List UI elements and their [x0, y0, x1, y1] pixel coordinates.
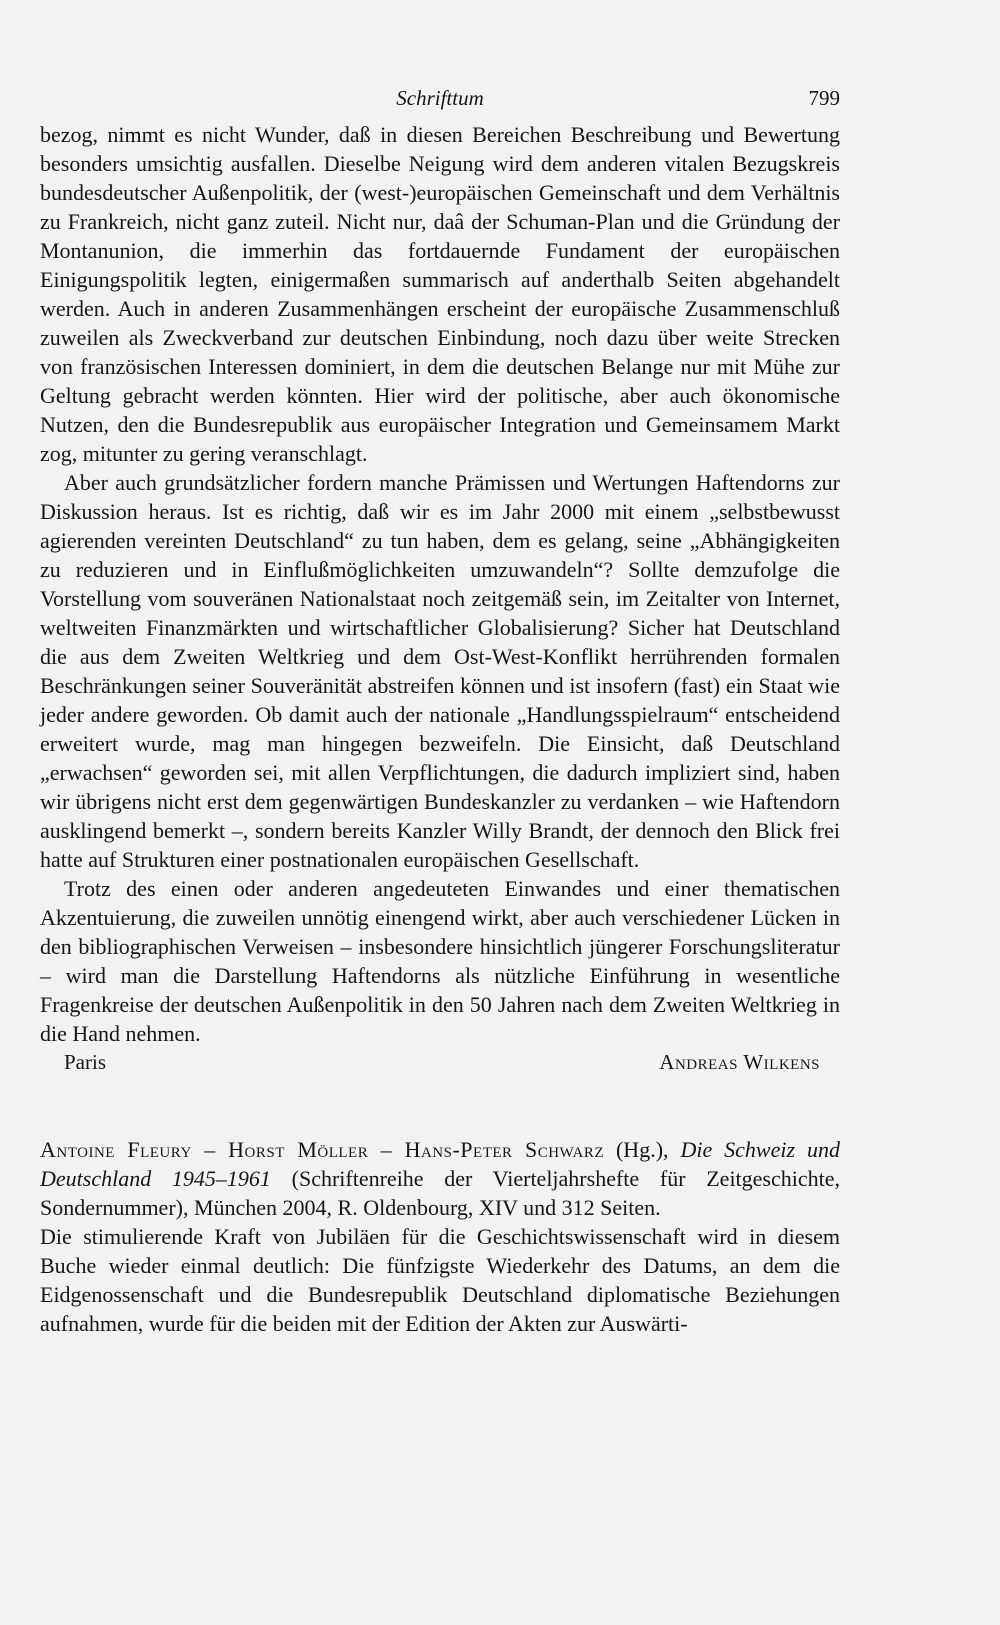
- page-number: 799: [808, 86, 840, 110]
- review-body: Die stimulierende Kraft von Jubiläen für die Geschichtswissenschaft wird in diesem Buche wieder einmal deutlich: Die fünfzigste Wiederkehr des Datums, an dem die Eidgenossenschaft und die Bundesrepublik Deutschland diplomatische Beziehungen aufnahmen, wurde für die beiden mit der Edition der Akten zur Auswärti-: [40, 1224, 840, 1336]
- signature-place: Paris: [64, 1050, 106, 1074]
- book-page: [40, 80, 840, 1338]
- paragraph-1: bezog, nimmt es nicht Wunder, daß in diesen Bereichen Beschreibung und Bewertung besonders umsichtig ausfallen. Dieselbe Neigung wird dem anderen vitalen Bezugskreis bundesdeutscher Außenpolitik, der (west-)europäischen Gemeinschaft und dem Verhältnis zu Frankreich, nicht ganz zuteil. Nicht nur, daâ der Schuman-Plan und die Gründung der Montanunion, die immerhin das fortdauernde Fundament der europäischen Einigungspolitik legten, einigermaßen summarisch auf anderthalb Seiten abgehandelt werden. Auch in anderen Zusammenhängen erscheint der europäische Zusammenschluß zuweilen als Zweckverband zur deutschen Einbindung, noch dazu über weite Strecken von französischen Interessen dominiert, in dem die deutschen Belange nur mit Mühe zur Geltung gebracht werden könnten. Hier wird der politische, aber auch ökonomische Nutzen, den die Bundesrepublik aus europäischer Integration und Gemeinsamem Markt zog, mitunter zu gering veranschlagt.: [40, 122, 840, 466]
- review-book-title: Die Schweiz und Deutschland 1945–1961: [40, 1137, 840, 1191]
- paragraph-2: Aber auch grundsätzlicher fordern manche Prämissen und Wertungen Haftendorns zur Diskussion heraus. Ist es richtig, daß wir es im Jahr 2000 mit einem „selbstbewusst agierenden vereinten Deutschland“ zu tun haben, dem es gelang, seine „Abhängigkeiten zu reduzieren und in Einflußmöglichkeiten umzuwandeln“? Sollte demzufolge die Vorstellung vom souveränen Nationalstaat noch zeitgemäß sein, im Zeitalter von Internet, weltweiten Finanzmärkten und wirtschaftlicher Globalisierung? Sicher hat Deutschland die aus dem Zweiten Weltkrieg und dem Ost-West-Konflikt herrührenden formalen Beschränkungen seiner Souveränität abstreifen können und ist insofern (fast) ein Staat wie jeder andere geworden. Ob damit auch der nationale „Handlungsspielraum“ entscheidend erweitert wurde, mag man hingegen bezweifeln. Die Einsicht, daß Deutschland „erwachsen“ geworden sei, mit allen Verpflichtungen, die dadurch impliziert sind, haben wir übrigens nicht erst dem gegenwärtigen Bundeskanzler zu verdanken – wie Haftendorn ausklingend bemerkt –, sondern bereits Kanzler Willy Brandt, der dennoch den Blick frei hatte auf Strukturen einer postnationalen europäischen Gesellschaft.: [40, 470, 840, 872]
- review-signature: [40, 1048, 840, 1077]
- review-book-details: (Schriftenreihe der Vierteljahrshefte für Zeitgeschichte, Sondernummer), München 2004, R. Oldenbourg, XIV und 312 Seiten.: [40, 1166, 841, 1220]
- review-citation: [40, 1135, 840, 1222]
- running-header: [40, 80, 840, 120]
- review-editor-mark: (Hg.),: [604, 1137, 681, 1162]
- review-authors: Antoine Fleury – Horst Möller – Hans-Peter Schwarz: [40, 1137, 605, 1162]
- signature-author: Andreas Wilkens: [659, 1050, 820, 1074]
- paragraph-3: Trotz des einen oder anderen angedeuteten Einwandes und einer thematischen Akzentuierung, die zuweilen unnötig einengend wirkt, aber auch verschiedener Lücken in den bibliographischen Verweisen – insbesondere hinsichtlich jüngerer Forschungsliteratur – wird man die Darstellung Haftendorns als nützliche Einführung in wesentliche Fragenkreise der deutschen Außenpolitik in den 50 Jahren nach dem Zweiten Weltkrieg in die Hand nehmen.: [40, 876, 840, 1046]
- running-title: Schrifttum: [396, 86, 484, 110]
